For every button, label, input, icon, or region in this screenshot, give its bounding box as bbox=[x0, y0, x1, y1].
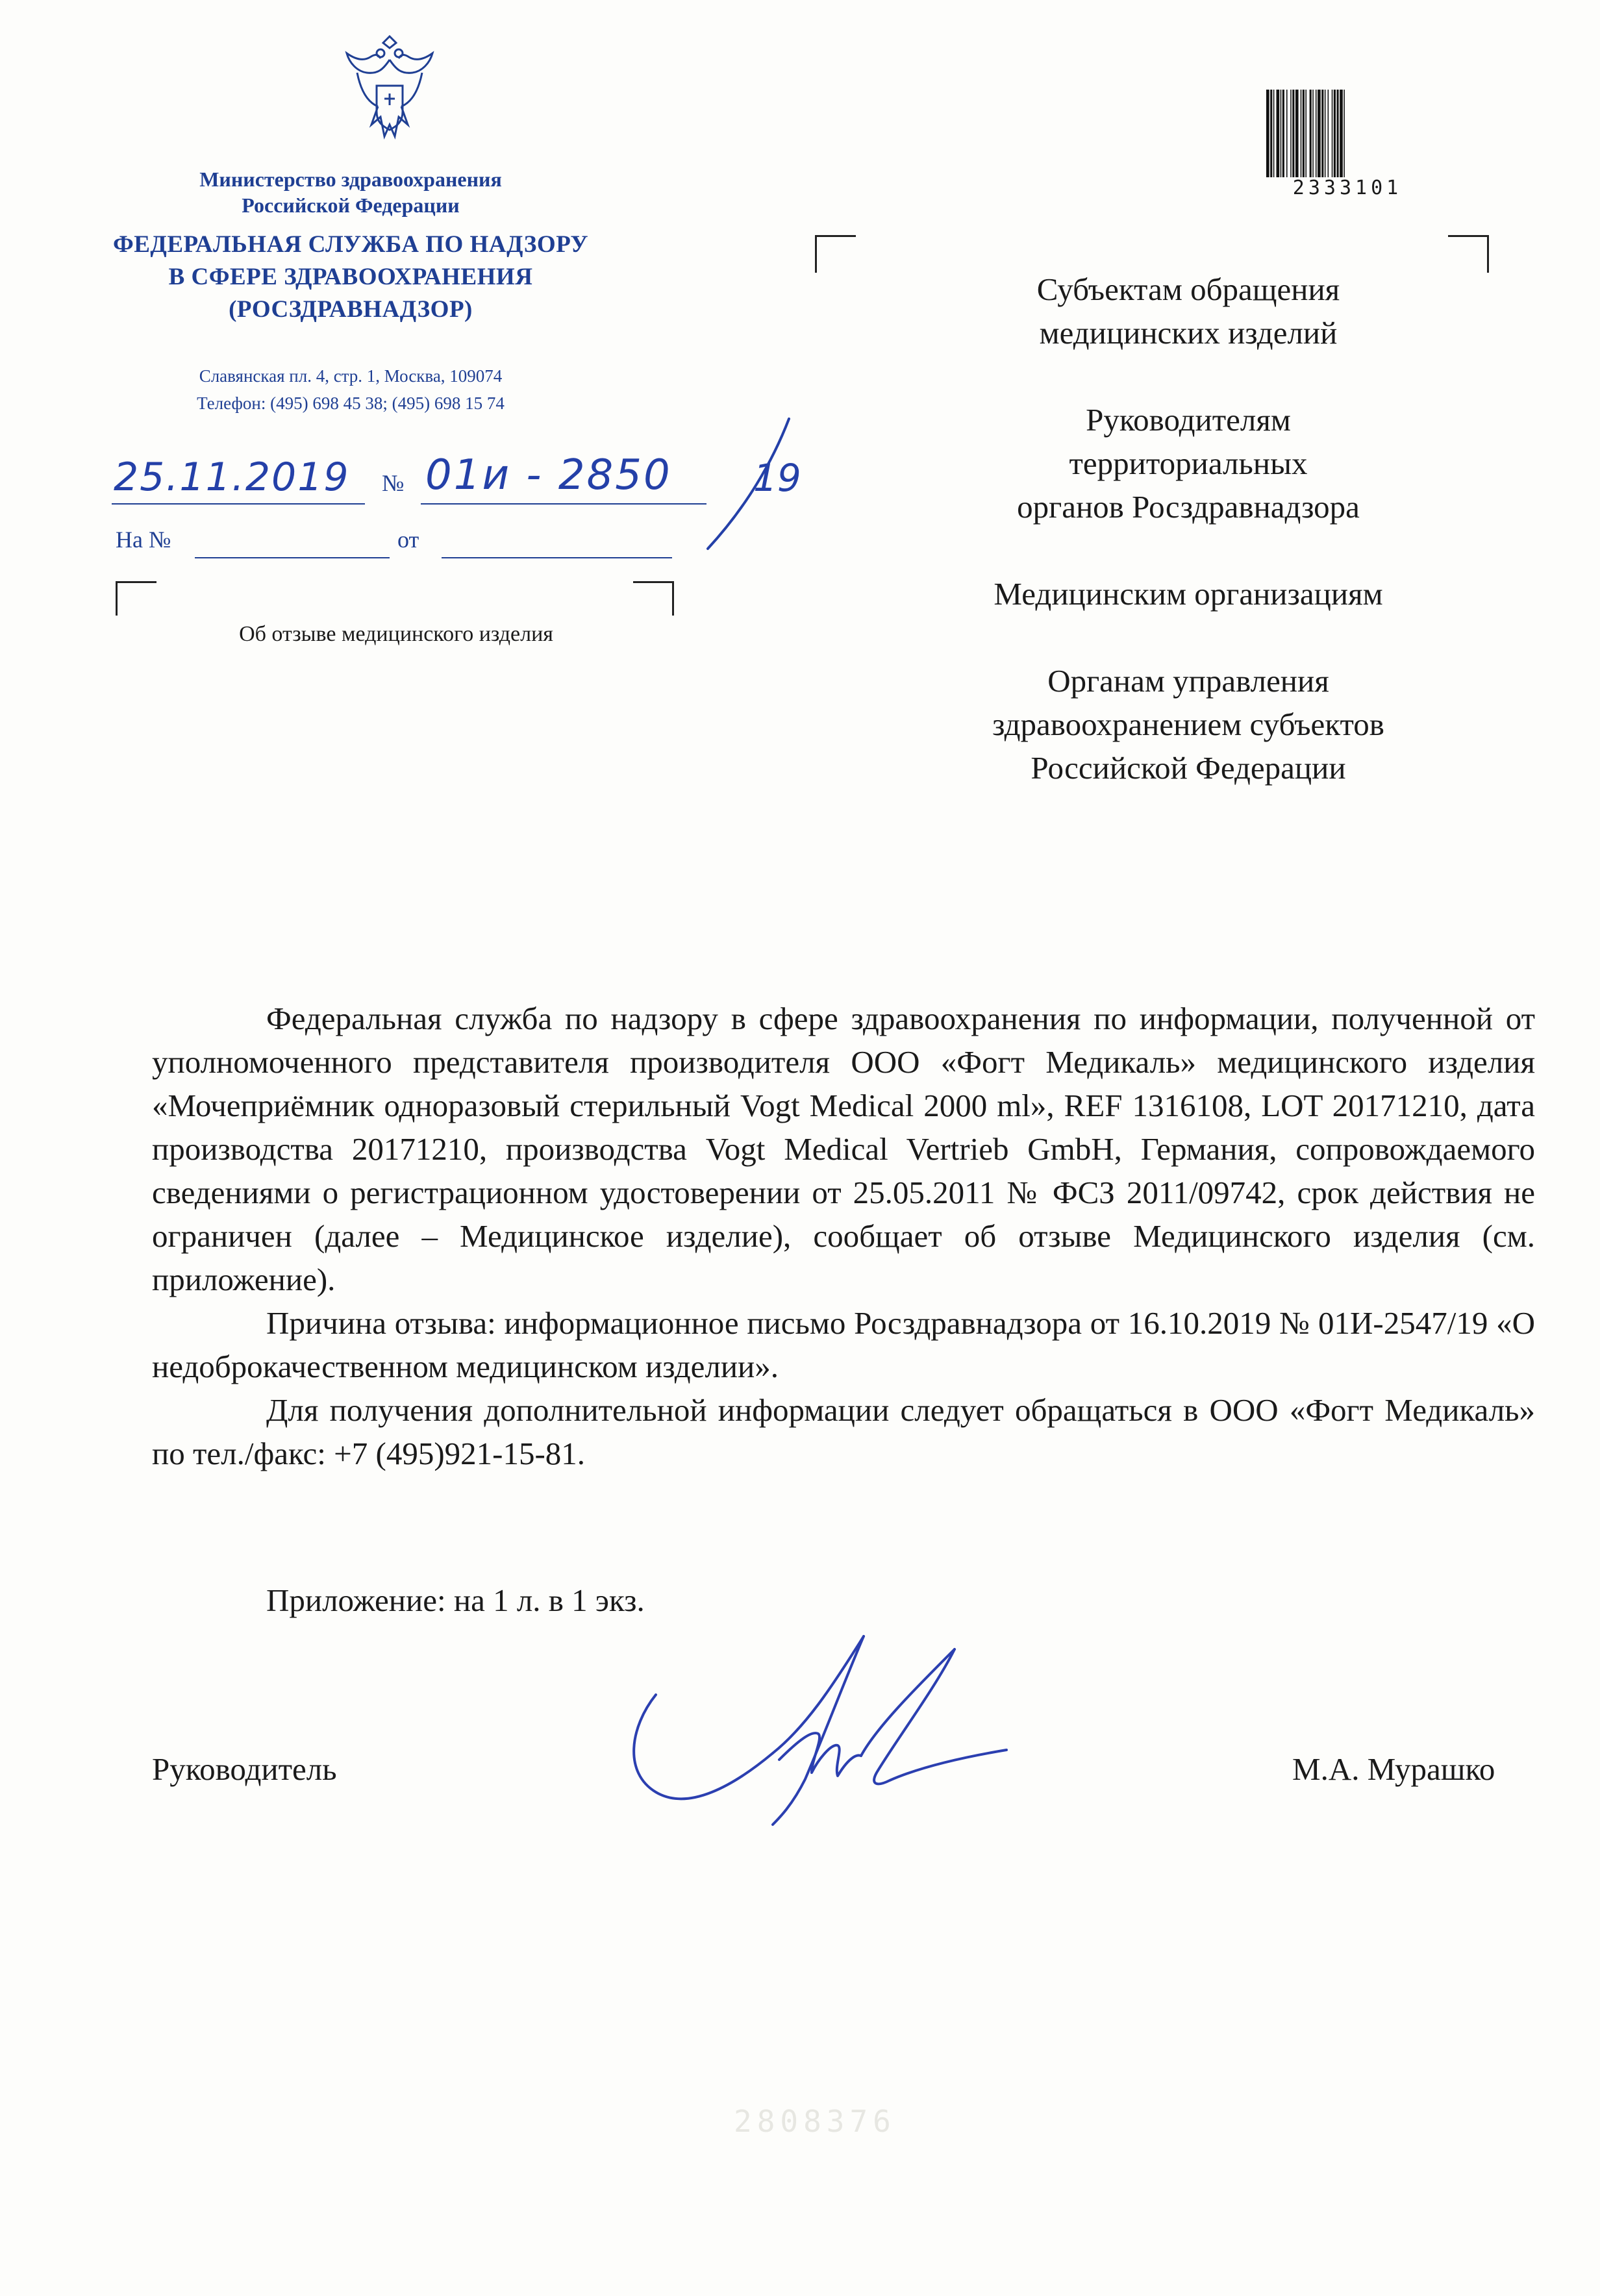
in-reply-number-line bbox=[195, 557, 390, 558]
registration-date: 25.11.2019 bbox=[114, 455, 350, 500]
barcode-bar bbox=[1305, 90, 1306, 177]
subject-corner-left bbox=[116, 581, 156, 616]
barcode-bar bbox=[1344, 90, 1345, 177]
registration-number: 01и - 2850 bbox=[425, 451, 672, 499]
body-paragraph: Федеральная служба по надзору в сфере здравоохранения по информации, полученной от уполномоченного представителя производителя ООО «Фогт Медикаль» медицинского изделия «Мочеприёмник одноразовый стерильный Vogt Medical 2000 ml», REF 1316108, LOT 20171210, дата производства 20171210, производства Vogt Medical Vertrieb GmbH, Германия, сопровождаемого сведениями о регистрационном удостоверении от 25.05.2011 № ФСЗ 2011/09742, срок действия не ограничен (далее – Медицинское изделие), сообщает об отзыве Медицинского изделия (см. приложение). bbox=[152, 1001, 1535, 1297]
letter-body bbox=[152, 997, 1535, 1475]
barcode-bar bbox=[1332, 90, 1333, 177]
service-line-3: (РОСЗДРАВНАДЗОР) bbox=[229, 296, 473, 323]
faint-stamp-imprint: 2808376 bbox=[734, 2104, 896, 2139]
barcode-bar bbox=[1318, 90, 1321, 177]
barcode-bar bbox=[1321, 90, 1323, 177]
barcode-bar bbox=[1301, 90, 1302, 177]
letter-subject: Об отзыве медицинского изделия bbox=[239, 622, 553, 646]
ministry-name bbox=[117, 166, 584, 218]
service-line-1: ФЕДЕРАЛЬНАЯ СЛУЖБА ПО НАДЗОРУ bbox=[112, 231, 589, 258]
letterhead-phone: Телефон: (495) 698 45 38; (495) 698 15 74 bbox=[197, 393, 505, 413]
letterhead-address: Славянская пл. 4, стр. 1, Москва, 109074 bbox=[199, 366, 503, 386]
date-underline bbox=[112, 503, 365, 505]
barcode-bar bbox=[1328, 90, 1329, 177]
addressee-block bbox=[903, 268, 1474, 355]
addressee-corner-left bbox=[815, 235, 856, 273]
barcode-bar bbox=[1290, 90, 1292, 177]
in-reply-from-label: от bbox=[397, 527, 419, 553]
service-name bbox=[104, 229, 597, 326]
addressee-line: органов Росздравнадзора bbox=[1017, 489, 1360, 525]
addressee-line: Медицинским организациям bbox=[994, 576, 1383, 612]
addressee-line: медицинских изделий bbox=[1039, 315, 1338, 351]
barcode-bar bbox=[1273, 90, 1275, 177]
barcode-bar bbox=[1337, 90, 1339, 177]
barcode-bar bbox=[1277, 90, 1280, 177]
signer-name: М.А. Мурашко bbox=[1292, 1751, 1495, 1787]
barcode-bar bbox=[1340, 90, 1343, 177]
ministry-line-2: Российской Федерации bbox=[242, 193, 460, 217]
body-paragraph: Причина отзыва: информационное письмо Росздравнадзора от 16.10.2019 № 01И-2547/19 «О недоброкачественном медицинском изделии». bbox=[152, 1305, 1535, 1384]
barcode-bar bbox=[1286, 90, 1288, 177]
addressee-line: Органам управления bbox=[1047, 663, 1329, 699]
addressee-line: Субъектам обращения bbox=[1036, 271, 1340, 307]
barcode-bar bbox=[1312, 90, 1314, 177]
number-underline bbox=[421, 503, 706, 505]
registration-number-label: № bbox=[382, 470, 405, 496]
addressee-line: Российской Федерации bbox=[1031, 750, 1346, 786]
ministry-line-1: Министерство здравоохранения bbox=[199, 168, 502, 191]
registration-year: 19 bbox=[753, 456, 801, 500]
addressee-line: здравоохранением субъектов bbox=[992, 706, 1384, 742]
subject-corner-right bbox=[633, 581, 674, 616]
service-line-2: В СФЕРЕ ЗДРАВООХРАНЕНИЯ bbox=[168, 264, 533, 290]
letterhead-contacts bbox=[117, 362, 584, 417]
barcode-bar bbox=[1266, 90, 1269, 177]
barcode bbox=[1265, 90, 1429, 177]
addressee-block bbox=[903, 572, 1474, 616]
in-reply-date-line bbox=[442, 557, 672, 558]
addressee-line: Руководителям bbox=[1086, 402, 1291, 438]
barcode-bar bbox=[1282, 90, 1284, 177]
addressee-block bbox=[903, 659, 1474, 790]
body-paragraph: Для получения дополнительной информации следует обращаться в ООО «Фогт Медикаль» по тел./факс: +7 (495)921-15-81. bbox=[152, 1392, 1535, 1471]
barcode-bar bbox=[1310, 90, 1312, 177]
barcode-bar bbox=[1270, 90, 1272, 177]
barcode-bar bbox=[1295, 90, 1299, 177]
signer-position: Руководитель bbox=[152, 1751, 337, 1787]
barcode-bar bbox=[1281, 90, 1282, 177]
addressee-list bbox=[903, 268, 1474, 833]
in-reply-label: На № bbox=[116, 527, 171, 553]
barcode-number: 2333101 bbox=[1292, 177, 1403, 199]
barcode-bar bbox=[1292, 90, 1294, 177]
barcode-bar bbox=[1303, 90, 1305, 177]
barcode-bar bbox=[1334, 90, 1336, 177]
addressee-block bbox=[903, 398, 1474, 529]
coat-of-arms-emblem bbox=[338, 34, 442, 157]
handwritten-signature bbox=[617, 1610, 1110, 1870]
barcode-bar bbox=[1325, 90, 1326, 177]
attachment-note: Приложение: на 1 л. в 1 экз. bbox=[266, 1582, 645, 1618]
addressee-line: территориальных bbox=[1069, 445, 1308, 481]
barcode-bar bbox=[1316, 90, 1317, 177]
